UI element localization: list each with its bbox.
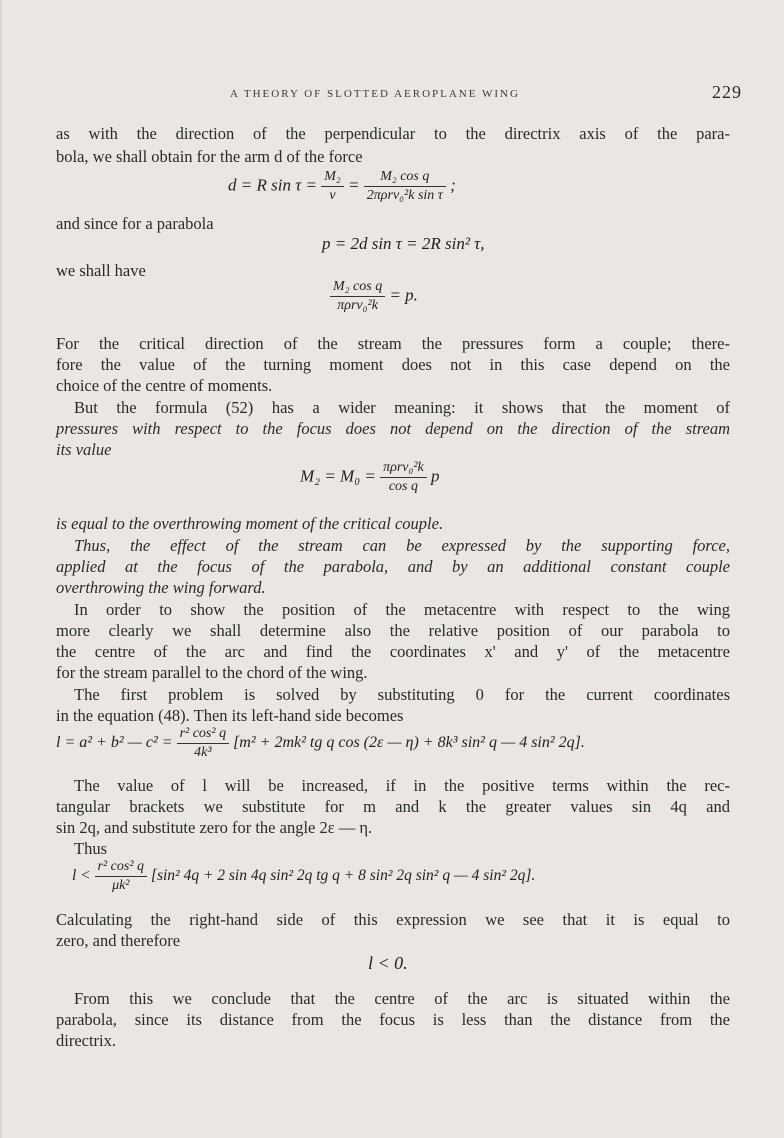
equation-part: d = R sin τ = [228, 175, 318, 195]
fraction-denominator: cos q [388, 479, 419, 494]
equation-fraction [364, 168, 446, 205]
text-line: zero, and therefore [56, 931, 181, 950]
fraction-numerator: M₂ [321, 168, 344, 187]
equation-critical-p [330, 278, 418, 315]
fraction-numerator: r² cos² q [177, 725, 230, 744]
fraction-denominator: v [329, 188, 336, 203]
text-line-italic: applied at the focus of the parabola, and by an additional constant couple [56, 557, 730, 576]
equation-part: ; [450, 175, 456, 195]
text-line: From this we conclude that the centre of the arc is situated within the [74, 989, 730, 1008]
fraction-denominator: 4k³ [194, 745, 212, 760]
equation-moment [300, 459, 440, 496]
page-edge-shadow [0, 0, 2, 1138]
equation-l-negative: l < 0. [368, 953, 408, 973]
text-line: sin 2q, and substitute zero for the angle 2ε — η. [56, 818, 373, 837]
equation-parabola: p = 2d sin τ = 2R sin² τ, [322, 234, 485, 253]
text-line: The value of l will be increased, if in the positive terms within the rec- [74, 776, 730, 795]
text-line: directrix. [56, 1031, 117, 1050]
text-line: choice of the centre of moments. [56, 376, 273, 395]
text-line: as with the direction of the perpendicular to the directrix axis of the para- [56, 124, 730, 143]
text-line-italic: overthrowing the wing forward. [56, 578, 266, 597]
text-line: the centre of the arc and find the coordinates x' and y' of the metacentre [56, 642, 730, 661]
text-line: For the critical direction of the stream the pressures form a couple; there- [56, 334, 730, 353]
equation-part: [m² + 2mk² tg q cos (2ε — η) + 8k³ sin² q — 4 sin² 2q]. [233, 734, 585, 752]
text-line: bola, we shall obtain for the arm d of the force [56, 147, 363, 166]
equation-l-inequality [72, 858, 535, 895]
fraction-numerator: r² cos² q [95, 858, 148, 877]
equation-fraction [321, 168, 344, 205]
equation-part: [sin² 4q + 2 sin 4q sin² 2q tg q + 8 sin² 2q sin² q — 4 sin² 2q]. [150, 867, 536, 885]
fraction-numerator: πρrv₀²k [380, 459, 427, 478]
text-line: more clearly we shall determine also the relative position of our parabola to [56, 621, 730, 640]
running-title: A THEORY OF SLOTTED AEROPLANE WING [230, 88, 520, 100]
fraction-numerator: M₂ cos q [364, 168, 446, 187]
text-line-italic: Thus, the effect of the stream can be expressed by the supporting force, [74, 536, 730, 555]
text-line-italic: pressures with respect to the focus does not depend on the direction of the stream [56, 419, 730, 438]
equation-fraction [330, 278, 385, 315]
text-line: for the stream parallel to the chord of the wing. [56, 663, 368, 682]
equation-part: l < [72, 867, 91, 885]
text-line-italic: is equal to the overthrowing moment of the critical couple. [56, 514, 444, 533]
page-number: 229 [712, 82, 742, 102]
equation-fraction [95, 858, 148, 895]
fraction-denominator: μk² [112, 878, 130, 893]
equation-part: l = a² + b² — c² = [56, 734, 173, 752]
text-line: parabola, since its distance from the focus is less than the distance from the [56, 1010, 730, 1029]
equation-part: = [348, 175, 360, 195]
text-line: fore the value of the turning moment does not in this case depend on the [56, 355, 730, 374]
fraction-denominator: 2πρrv₀²k sin τ [366, 188, 443, 203]
equation-part: M₂ = M₀ = [300, 466, 376, 486]
text-line: in the equation (48). Then its left-hand side becomes [56, 706, 404, 725]
equation-fraction [177, 725, 230, 762]
text-line: and since for a parabola [56, 214, 214, 233]
text-line-italic: its value [56, 440, 112, 459]
fraction-numerator: M₂ cos q [330, 278, 385, 297]
page-header [0, 82, 784, 106]
text-line: tangular brackets we substitute for m and k the greater values sin 4q and [56, 797, 730, 816]
text-line: Calculating the right-hand side of this expression we see that it is equal to [56, 910, 730, 929]
equation-part: = p. [389, 285, 418, 305]
fraction-denominator: πρrv₀²k [337, 298, 378, 313]
text-line: The first problem is solved by substituting 0 for the current coordinates [74, 685, 730, 704]
equation-part: p [431, 466, 440, 486]
equation-l-value [56, 725, 585, 762]
equation-arm-d [228, 168, 456, 205]
text-line: But the formula (52) has a wider meaning: it shows that the moment of [74, 398, 730, 417]
text-line: In order to show the position of the metacentre with respect to the wing [74, 600, 730, 619]
text-line: we shall have [56, 261, 146, 280]
text-line: Thus [74, 839, 107, 858]
equation-fraction [380, 459, 427, 496]
